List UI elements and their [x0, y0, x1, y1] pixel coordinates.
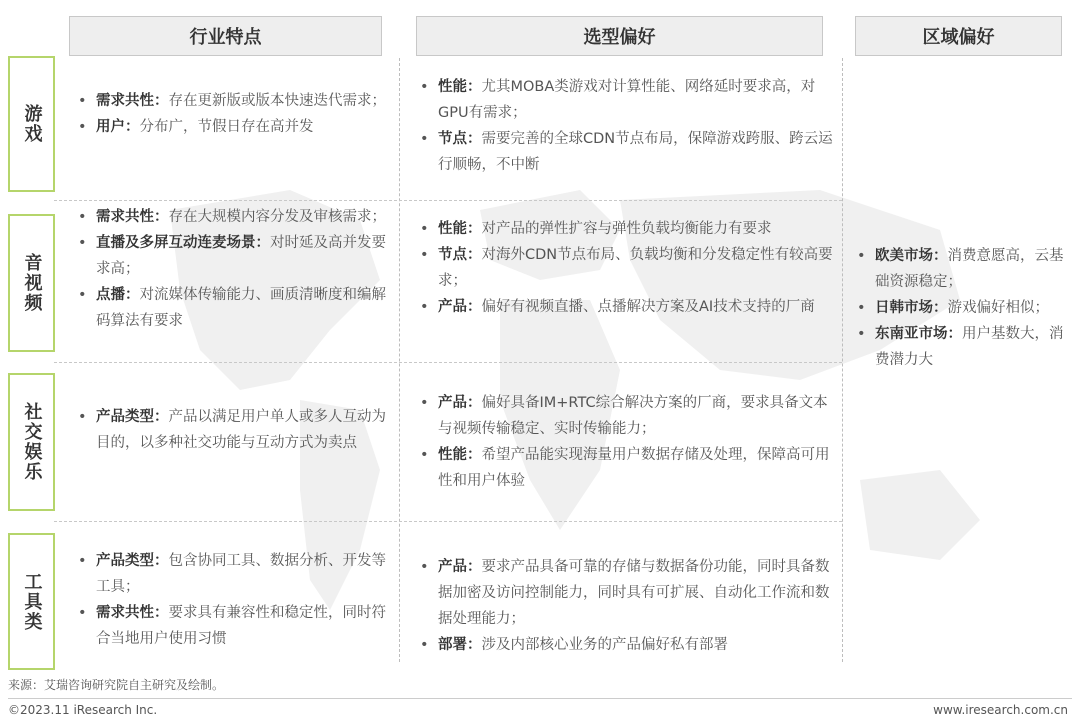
list-item: • 需求共性：存在更新版或版本快速迭代需求；	[78, 93, 386, 109]
list-item: • 需求共性：要求具有兼容性和稳定性，同时符合当地用户使用习惯	[78, 605, 386, 647]
cell-tools-selection	[416, 554, 836, 658]
cell-social-industry	[74, 404, 389, 456]
copyright: ©2023.11 iResearch Inc.	[8, 703, 158, 717]
list-item: • 东南亚市场：用户基数大，消费潜力大	[857, 326, 1064, 368]
column-divider	[842, 58, 843, 662]
list-item: • 性能：对产品的弹性扩容与弹性负载均衡能力有要求	[420, 221, 772, 237]
row-label-tools: 工具类	[8, 533, 55, 670]
column-divider	[399, 58, 400, 662]
cell-region	[853, 243, 1065, 373]
list-item: • 产品：偏好有视频直播、点播解决方案及AI技术支持的厂商	[420, 299, 815, 315]
source-note: 来源：艾瑞咨询研究院自主研究及绘制。	[8, 678, 225, 692]
cell-game-industry	[74, 88, 389, 140]
row-divider	[54, 362, 842, 363]
row-divider	[54, 521, 842, 522]
list-item: • 节点：需要完善的全球CDN节点布局，保障游戏跨服、跨云运行顺畅，不中断	[420, 131, 833, 173]
list-item: • 节点：对海外CDN节点布局、负载均衡和分发稳定性有较高要求；	[420, 247, 833, 289]
row-label-av: 音视频	[8, 214, 55, 352]
website: www.iresearch.com.cn	[933, 703, 1068, 717]
list-item: • 用户：分布广，节假日存在高并发	[78, 119, 314, 135]
list-item: • 产品类型：包含协同工具、数据分析、开发等工具；	[78, 553, 386, 595]
list-item: • 日韩市场：游戏偏好相似；	[857, 300, 1049, 316]
cell-tools-industry	[74, 548, 389, 652]
list-item: • 直播及多屏互动连麦场景：对时延及高并发要求高；	[78, 235, 386, 277]
list-item: • 产品：要求产品具备可靠的存储与数据备份功能，同时具备数据加密及访问控制能力，同时具有可扩展、自动化工作流和数据处理能力；	[420, 559, 830, 627]
cell-social-selection	[416, 390, 836, 494]
cell-av-selection	[416, 216, 836, 320]
list-item: • 性能：尤其MOBA类游戏对计算性能、网络延时要求高，对GPU有需求；	[420, 79, 816, 121]
list-item: • 点播：对流媒体传输能力、画质清晰度和编解码算法有要求	[78, 287, 386, 329]
row-divider	[54, 200, 842, 201]
cell-av-industry	[74, 204, 389, 334]
list-item: • 产品：偏好具备IM+RTC综合解决方案的厂商，要求具备文本与视频传输稳定、实时传输能力；	[420, 395, 828, 437]
row-label-game: 游戏	[8, 56, 55, 192]
footer-divider	[8, 698, 1072, 699]
header-selection: 选型偏好	[416, 16, 823, 56]
header-region: 区域偏好	[855, 16, 1062, 56]
list-item: • 产品类型：产品以满足用户单人或多人互动为目的，以多种社交功能与互动方式为卖点	[78, 409, 386, 451]
list-item: • 需求共性：存在大规模内容分发及审核需求；	[78, 209, 386, 225]
list-item: • 欧美市场：消费意愿高，云基础资源稳定；	[857, 248, 1064, 290]
header-industry: 行业特点	[69, 16, 382, 56]
cell-game-selection	[416, 74, 836, 178]
list-item: • 部署：涉及内部核心业务的产品偏好私有部署	[420, 637, 728, 653]
row-label-social: 社交娱乐	[8, 373, 55, 511]
list-item: • 性能：希望产品能实现海量用户数据存储及处理，保障高可用性和用户体验	[420, 447, 830, 489]
